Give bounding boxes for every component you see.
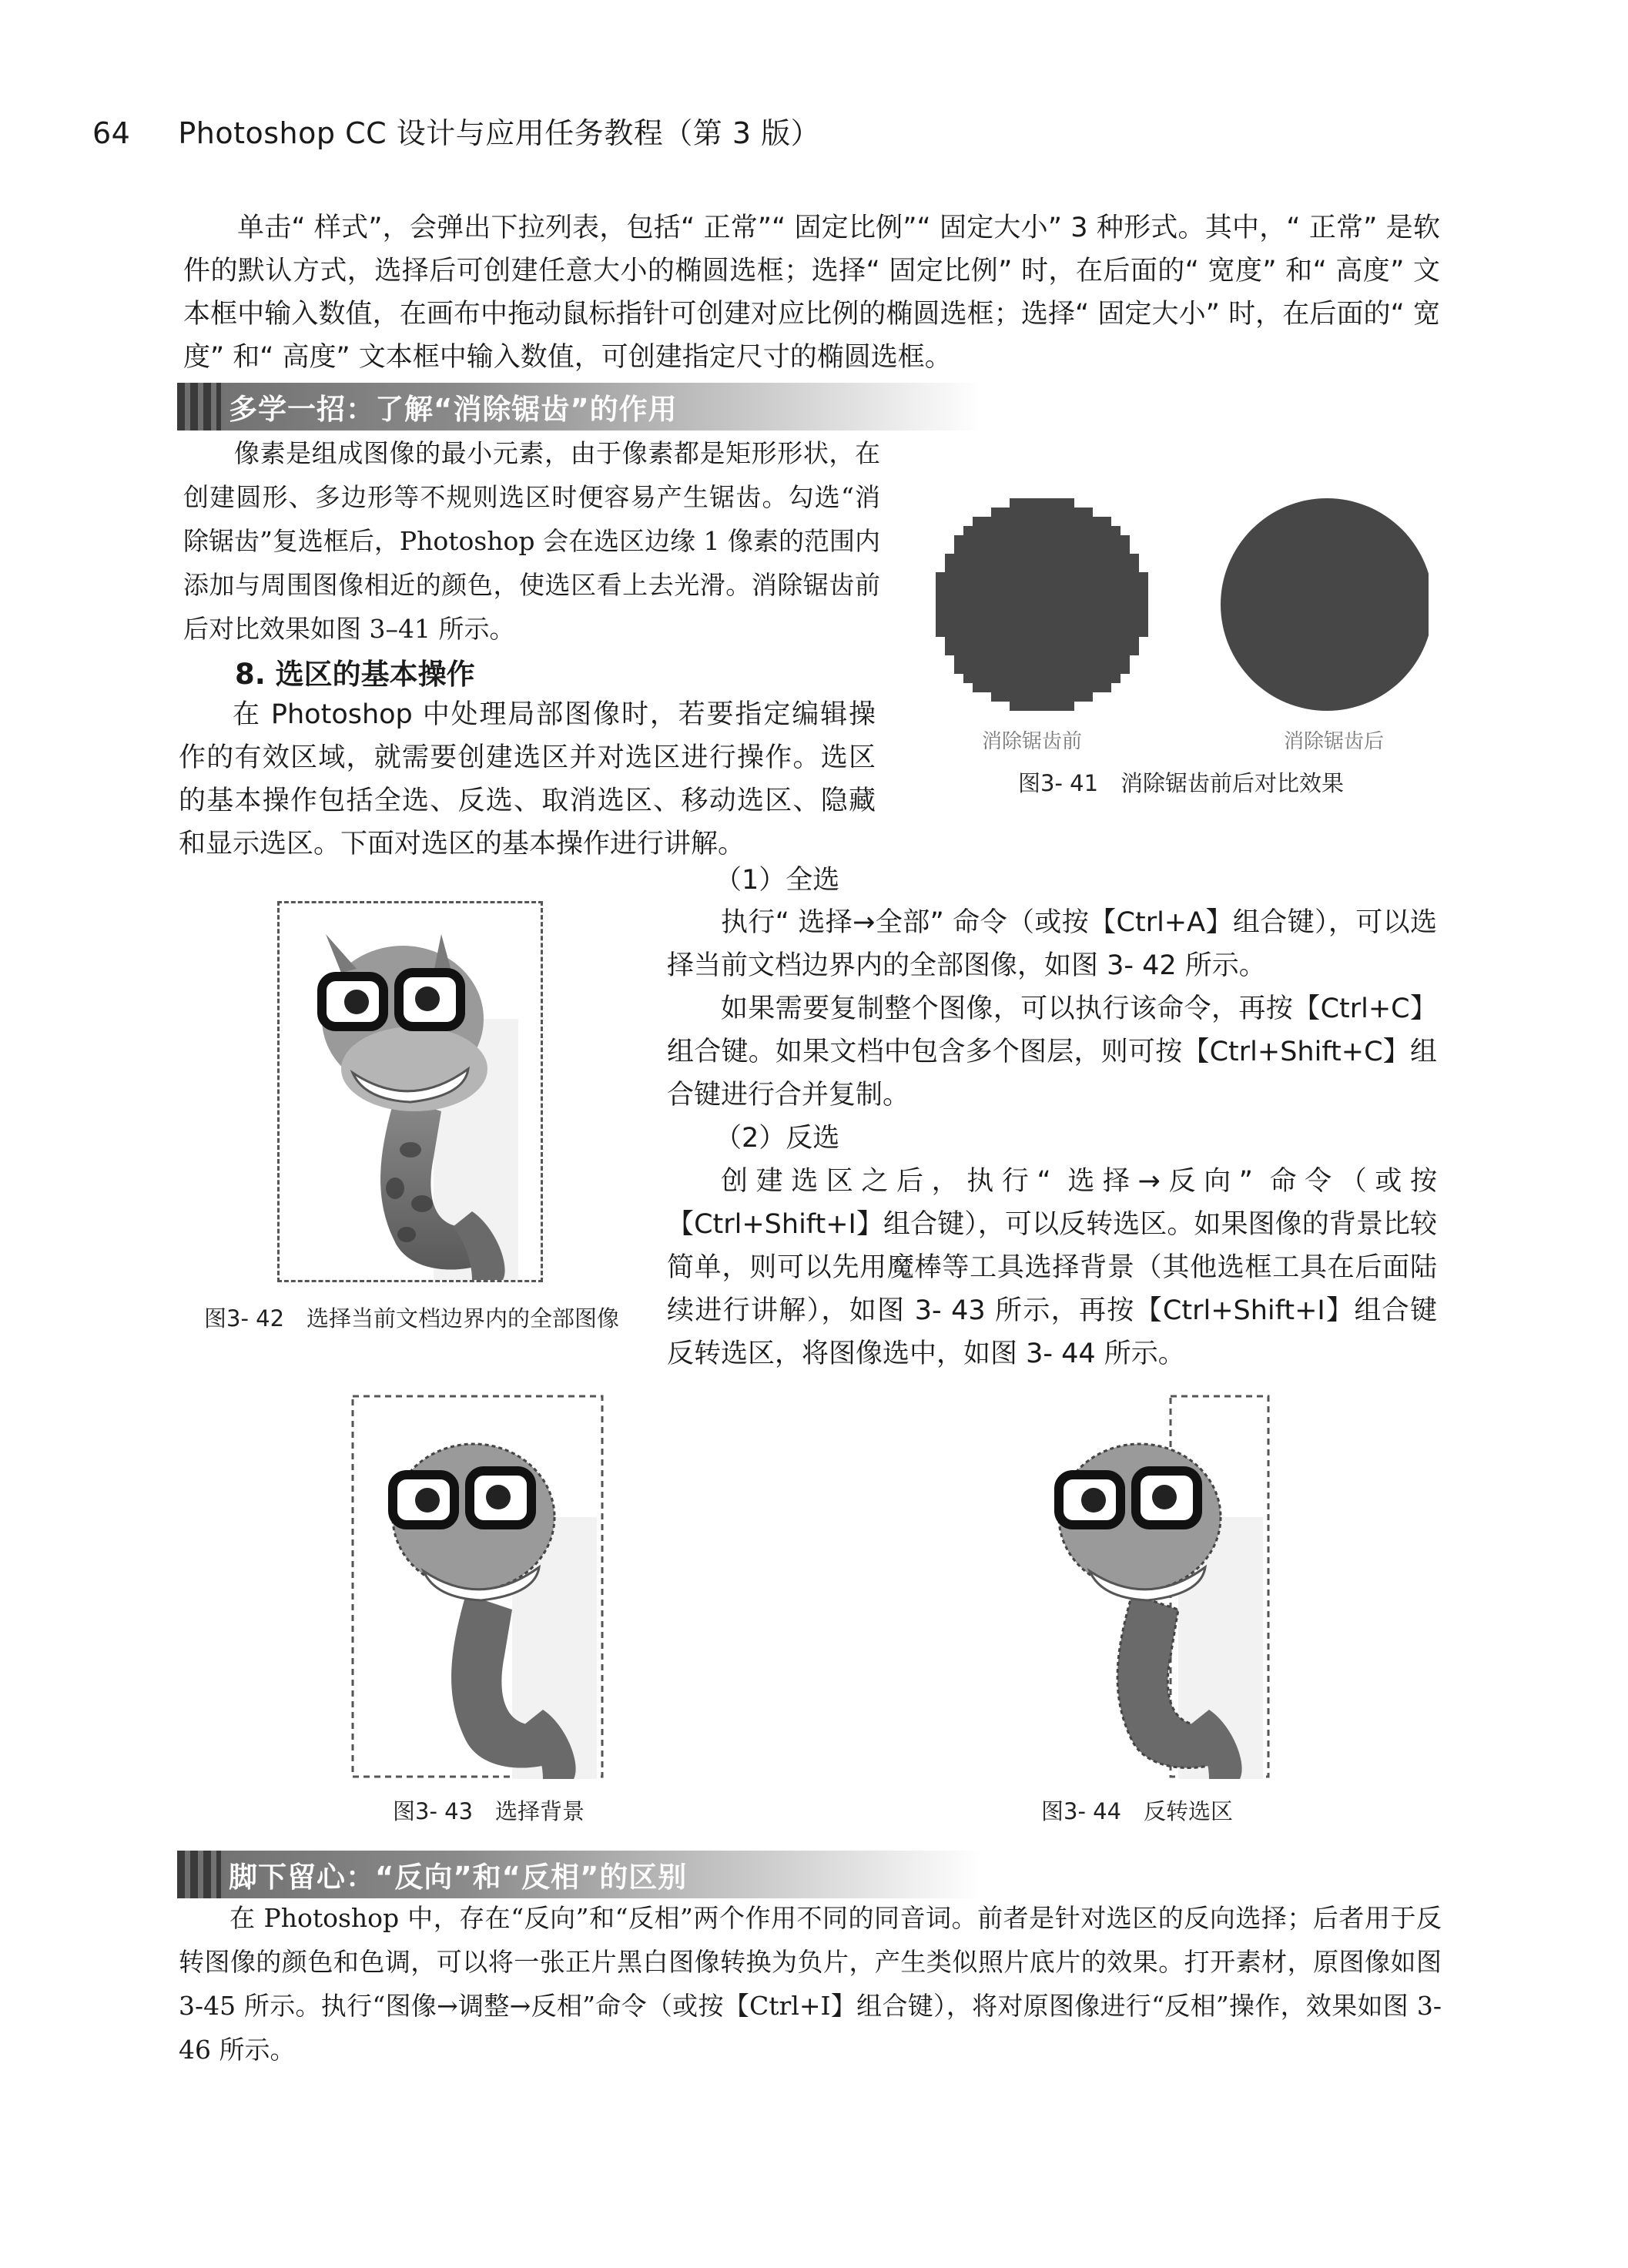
tip-body-anti-aliasing: 像素是组成图像的最小元素，由于像素都是矩形形状，在创建圆形、多边形等不规则选区时便容易产生锯齿。勾选“消除锯齿”复选框后，Photoshop 会在选区边缘 1 像素的范围内添加与周围图像相近的颜色，使选区看上去光滑。消除锯齿前后对比效果如图 3–41 所示。 — [183, 438, 880, 644]
figure-3-43 — [350, 1394, 605, 1779]
subsection-1-heading: （1）全选 — [715, 865, 840, 896]
intro-paragraph: 单击“ 样式”，会弹出下拉列表，包括“ 正常”“ 固定比例”“ 固定大小” 3 种形式。其中，“ 正常” 是软件的默认方式，选择后可创建任意大小的椭圆选框；选择“ 固定比例” 时，在后面的“ 宽度” 和“ 高度” 文本框中输入数值，在画布中拖动鼠标指针可创建对应比例的椭圆选框；选择“ 固定大小” 时，在后面的“ 宽度” 和“ 高度” 文本框中输入数值，可创建指定尺寸的椭圆选框。 — [183, 213, 1440, 373]
tip-stripes-icon — [177, 383, 221, 430]
tip-stripes-icon — [177, 1851, 221, 1898]
tip-bar-reverse-vs-invert — [177, 1851, 1124, 1898]
smooth-circle — [1221, 498, 1429, 711]
running-head — [92, 109, 820, 152]
subsection-2-heading: （2）反选 — [715, 1123, 840, 1154]
tip-body-reverse-vs-invert: 在 Photoshop 中，存在“反向”和“反相”两个作用不同的同音词。前者是针对选区的反向选择；后者用于反转图像的颜色和色调，可以将一张正片黑白图像转换为负片，产生类似照片底片的效果。打开素材，原图像如图 3-45 所示。执行“图像→调整→反相”命令（或按【Ctrl+I】组合键），将对原图像进行“反相”操作，效果如图 3-46 所示。 — [179, 1903, 1442, 2065]
figure-3-41 — [936, 493, 1429, 809]
giraffe-image — [280, 903, 541, 1280]
figure-3-42 — [277, 901, 543, 1282]
label-before: 消除锯齿前 — [982, 730, 1083, 753]
figure-3-41-caption: 图3- 41 消除锯齿前后对比效果 — [1018, 770, 1345, 796]
figure-3-42-caption: 图3- 42 选择当前文档边界内的全部图像 — [204, 1305, 620, 1332]
figure-3-44-caption: 图3- 44 反转选区 — [1041, 1798, 1234, 1824]
anti-alias-comparison-graphic — [936, 493, 1429, 747]
page-number: 64 — [92, 116, 131, 150]
tip-title: 脚下留心：“反向”和“反相”的区别 — [229, 1861, 688, 1894]
subsection-1-para-2: 如果需要复制整个图像，可以执行该命令，再按【Ctrl+C】组合键。如果文档中包含多个图层，则可按【Ctrl+Shift+C】组合键进行合并复制。 — [667, 993, 1437, 1111]
jagged-circle — [936, 498, 1148, 711]
book-title: Photoshop CC 设计与应用任务教程（第 3 版） — [178, 116, 821, 150]
tip-title: 多学一招：了解“消除锯齿”的作用 — [229, 393, 678, 426]
figure-3-44 — [1017, 1394, 1271, 1779]
giraffe-background-selected-image — [350, 1394, 605, 1779]
section-heading: 8. 选区的基本操作 — [235, 658, 475, 691]
section-body: 在 Photoshop 中处理局部图像时，若要指定编辑操作的有效区域，就需要创建选区并对选区进行操作。选区的基本操作包括全选、反选、取消选区、移动选区、隐藏和显示选区。下面对选区的基本操作进行讲解。 — [179, 699, 876, 859]
subsection-1-para-1: 执行“ 选择→全部” 命令（或按【Ctrl+A】组合键），可以选择当前文档边界内的全部图像，如图 3- 42 所示。 — [667, 907, 1437, 981]
tip-bar-anti-aliasing — [177, 383, 1124, 430]
giraffe-inverse-selected-image — [1017, 1394, 1271, 1779]
label-after: 消除锯齿后 — [1284, 730, 1385, 753]
subsection-2-para-1: 创建选区之后，执行“ 选择→反向” 命令（或按【Ctrl+Shift+I】组合键），可以反转选区。如果图像的背景比较简单，则可以先用魔棒等工具选择背景（其他选框工具在后面陆续进行讲解），如图 3- 43 所示，再按【Ctrl+Shift+I】组合键反转选区，将图像选中，如图 3- 44 所示。 — [667, 1166, 1437, 1369]
figure-3-43-caption: 图3- 43 选择背景 — [393, 1798, 585, 1824]
